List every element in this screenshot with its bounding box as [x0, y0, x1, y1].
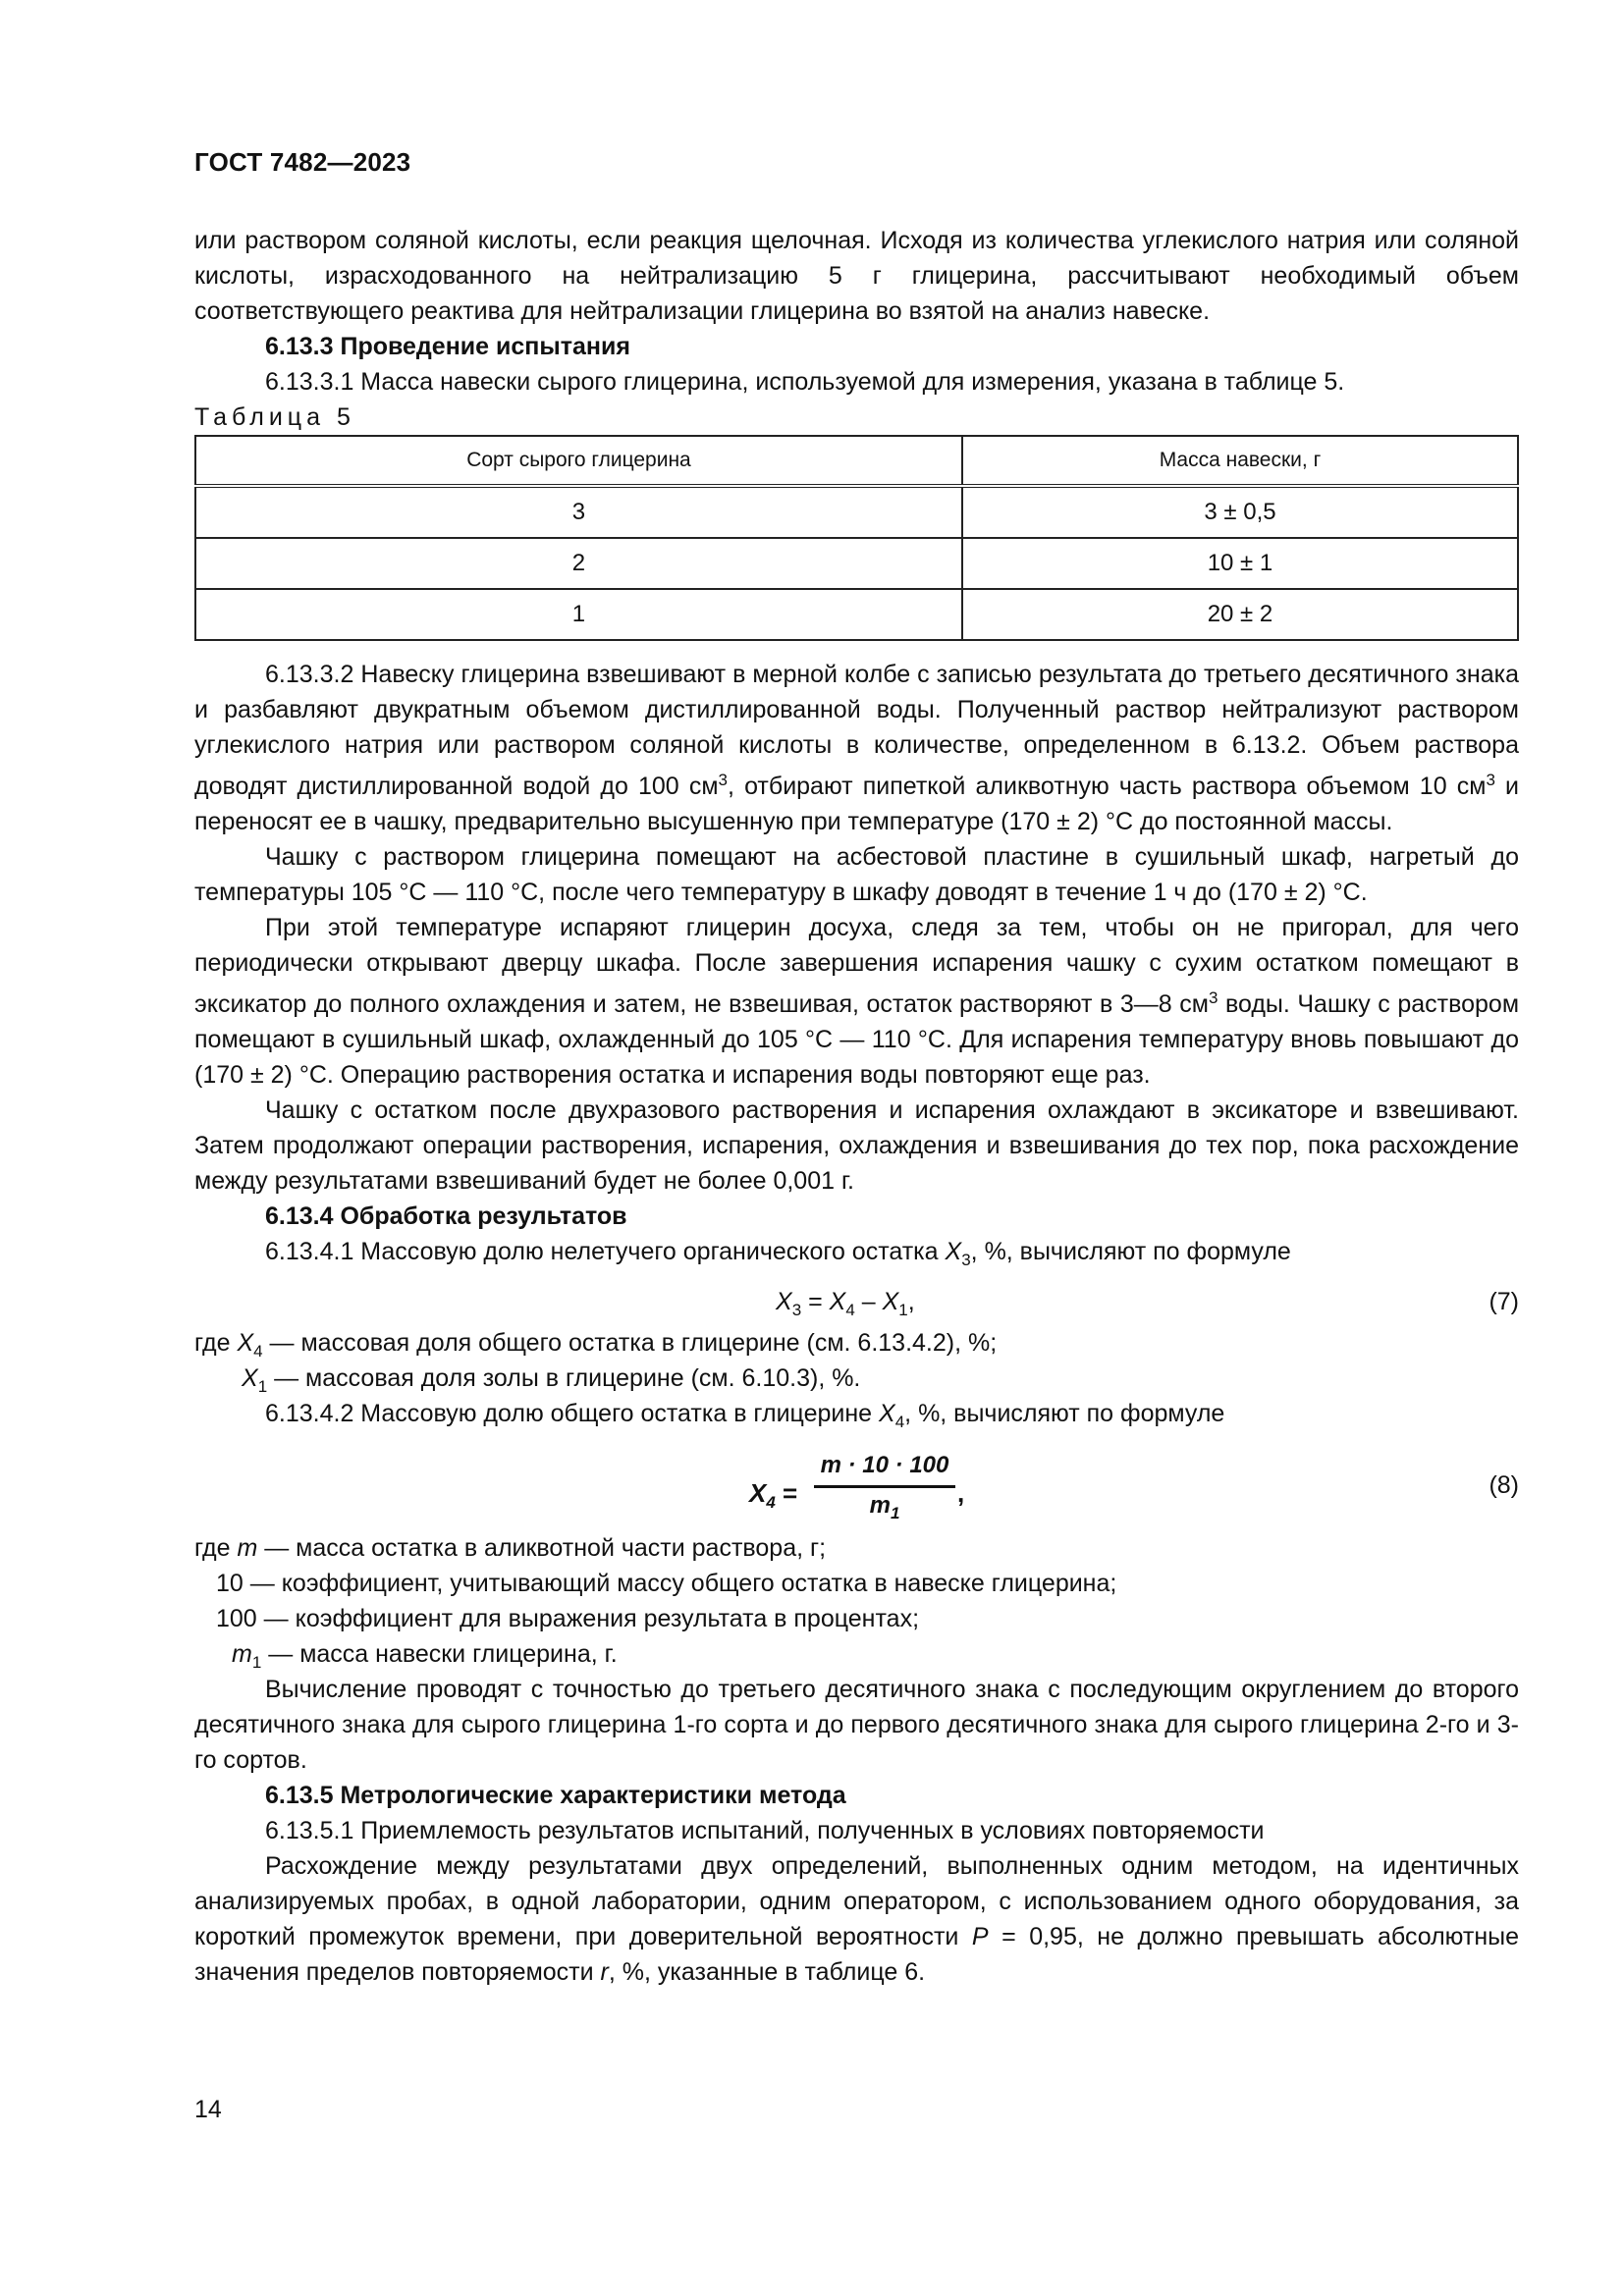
- legend-text: — массовая доля общего остатка в глицерине (см. 6.13.4.2), %;: [262, 1329, 998, 1357]
- table-5: [194, 435, 1519, 641]
- text-run: и переносят ее в чашку, предварительно высушенную при температуре (170 ± 2) °С до постоянной массы.: [194, 773, 1519, 835]
- legend-item: [194, 1636, 1519, 1672]
- subscript: 1: [257, 1377, 268, 1396]
- section-number: 6.13.4: [265, 1202, 334, 1230]
- legend-text: — коэффициент, учитывающий массу общего остатка в навеске глицерина;: [243, 1570, 1117, 1597]
- section-title: Проведение испытания: [340, 333, 630, 360]
- section-title: Обработка результатов: [340, 1202, 627, 1230]
- page-number: 14: [194, 2096, 222, 2123]
- superscript: 3: [1208, 988, 1218, 1007]
- text-run: Расхождение между результатами двух определений, выполненных одним методом, на идентичных анализируемых пробах, в одной лаборатории, одним оператором, с использованием одного оборудования, за короткий промежуток времени, при доверительной вероятности: [194, 1852, 1519, 1950]
- legend-item: [194, 1325, 1519, 1361]
- subscript: 3: [961, 1251, 971, 1269]
- legend-item: [194, 1601, 1519, 1636]
- legend-symbol: 100: [216, 1605, 257, 1632]
- table-header-cell: Сорт сырого глицерина: [195, 436, 962, 486]
- subscript: 1: [898, 1301, 908, 1319]
- table-row: [195, 486, 1518, 538]
- text-run: = 0,95, не должно превышать абсолютные значения пределов повторяемости: [194, 1923, 1519, 1986]
- text-run: , %, вычисляют по формуле: [904, 1400, 1225, 1427]
- subscript: 4: [766, 1493, 776, 1512]
- subscript: 4: [894, 1413, 905, 1431]
- variable: X: [882, 1288, 899, 1315]
- paragraph-6-13-4-1: [194, 1234, 1519, 1278]
- paragraph-cooling-weighing: Чашку с остатком после двухразового растворения и испарения охлаждают в эксикаторе и взвешивают. Затем продолжают операции растворения, испарения, охлаждения и взвешивания до тех пор, пока расхождение между результатами взвешиваний будет не более 0,001 г.: [194, 1096, 1519, 1195]
- subscript: 4: [845, 1301, 855, 1319]
- variable: P: [971, 1923, 989, 1950]
- document-body: [194, 223, 1519, 1990]
- text-run: 6.13.3.2 Навеску глицерина взвешивают в мерной колбе с записью результата до третьего десятичного знака и разбавляют двукратным объемом дистиллированной воды. Полученный раствор нейтрализуют раствором углекислого натрия или раствором соляной кислоты в количестве, определенном в 6.13.2. Объем раствора доводят дистиллированной водой до 100 см: [194, 661, 1519, 800]
- legend-symbol: m: [232, 1640, 252, 1668]
- paragraph-6-13-3-2: [194, 657, 1519, 839]
- table-header-row: [195, 436, 1518, 486]
- subscript: 4: [253, 1342, 263, 1361]
- section-title: Метрологические характеристики метода: [340, 1782, 846, 1809]
- legend-item: [194, 1566, 1519, 1601]
- legend-line: [216, 1601, 919, 1636]
- formula-number: (8): [1489, 1471, 1519, 1499]
- formula-8: [194, 1440, 1519, 1530]
- text-run: 6.13.4.2 Массовую долю общего остатка в глицерине: [265, 1400, 880, 1427]
- legend-line: [216, 1566, 1116, 1601]
- formula-expression: [776, 1284, 915, 1328]
- fraction-denominator: [814, 1488, 955, 1531]
- legend-symbol: X: [242, 1364, 258, 1392]
- paragraph-cup-heating: Чашку с раствором глицерина помещают на асбестовой пластине в сушильный шкаф, нагретый до температуры 105 °С — 110 °С, после чего температуру в шкафу доводят в течение 1 ч до (170 ± 2) °С.: [194, 843, 1519, 906]
- variable: X: [776, 1288, 792, 1315]
- document-header: ГОСТ 7482—2023: [194, 147, 411, 177]
- text-run: , отбирают пипеткой аликвотную часть раствора объемом 10 см: [728, 773, 1487, 800]
- variable: X: [945, 1238, 962, 1265]
- table-label: Таблица 5: [194, 403, 355, 431]
- variable: X: [749, 1478, 767, 1508]
- section-heading-6-13-5: [194, 1778, 1519, 1813]
- variable: r: [600, 1958, 609, 1986]
- operator: –: [854, 1288, 883, 1315]
- numerator-text: m · 10 · 100: [820, 1452, 949, 1478]
- table-row: [195, 538, 1518, 589]
- text-run: 6.13.4.1 Массовую долю нелетучего органического остатка: [265, 1238, 946, 1265]
- text-run: При этой температуре испаряют глицерин досуха, следя за тем, чтобы он не пригорал, для чего периодически открывают дверцу шкафа. После завершения испарения чашку с сухим остатком помещают в эксикатор до полного охлаждения и затем, не взвешивая, остаток растворяют в 3—8 см: [194, 914, 1519, 1018]
- legend-symbol: X: [237, 1329, 254, 1357]
- text-run: воды. Чашку с раствором помещают в сушильный шкаф, охлажденный до 105 °С — 110 °С. Для испарения температуру вновь повышают до (170 ± 2) °С. Операцию растворения остатка и испарения воды повторяют еще раз.: [194, 990, 1520, 1089]
- text-run: , %, вычисляют по формуле: [970, 1238, 1291, 1265]
- paragraph-6-13-5-1: 6.13.5.1 Приемлемость результатов испытаний, полученных в условиях повторяемости: [265, 1817, 1265, 1844]
- legend-line: [242, 1361, 860, 1405]
- paragraph-calculation-precision: Вычисление проводят с точностью до третьего десятичного знака с последующим округлением до второго десятичного знака для сырого глицерина 1-го сорта и до первого десятичного знака для сырого глицерина 2-го и 3-го сортов.: [194, 1676, 1519, 1774]
- variable: m: [869, 1492, 891, 1519]
- subscript: 3: [791, 1301, 802, 1319]
- subscript: 1: [890, 1504, 900, 1522]
- fraction: [814, 1448, 955, 1531]
- legend-text: — масса остатка в аликвотной части раствора, г;: [257, 1534, 827, 1562]
- operator: =: [801, 1288, 830, 1315]
- table-cell: 3: [195, 486, 962, 538]
- paragraph-6-13-3-1: 6.13.3.1 Масса навески сырого глицерина, используемой для измерения, указана в таблице 5.: [265, 368, 1345, 396]
- punctuation: ,: [957, 1478, 965, 1508]
- paragraph-evaporation: [194, 910, 1519, 1093]
- legend-prefix: где: [194, 1329, 238, 1357]
- section-number: 6.13.3: [265, 333, 334, 360]
- table-row: [195, 589, 1518, 640]
- legend-symbol: m: [237, 1534, 258, 1562]
- legend-text: — масса навески глицерина, г.: [261, 1640, 618, 1668]
- legend-text: — массовая доля золы в глицерине (см. 6.10.3), %.: [267, 1364, 861, 1392]
- subscript: 1: [251, 1653, 262, 1672]
- fraction-numerator: [814, 1448, 955, 1488]
- superscript: 3: [1486, 771, 1495, 789]
- legend-prefix: где: [194, 1534, 238, 1562]
- legend-item: [194, 1530, 1519, 1566]
- legend-line: [194, 1530, 826, 1566]
- legend-line: [232, 1636, 618, 1681]
- legend-symbol: 10: [216, 1570, 244, 1597]
- intro-paragraph: или раствором соляной кислоты, если реакция щелочная. Исходя из количества углекислого натрия или соляной кислоты, израсходованного на нейтрализацию 5 г глицерина, рассчитывают необходимый объем соответствующего реактива для нейтрализации глицерина во взятой на анализ навеске.: [194, 227, 1519, 325]
- formula-7-legend: [194, 1325, 1519, 1396]
- punctuation: ,: [907, 1288, 915, 1315]
- text-run: , %, указанные в таблице 6.: [608, 1958, 926, 1986]
- section-heading-6-13-3: [194, 329, 1519, 364]
- formula-8-legend: [194, 1530, 1519, 1672]
- formula-number: (7): [1489, 1288, 1519, 1315]
- paragraph-repeatability: [194, 1848, 1519, 1990]
- table-cell: 20 ± 2: [962, 589, 1518, 640]
- section-heading-6-13-4: [194, 1199, 1519, 1234]
- superscript: 3: [718, 771, 728, 789]
- operator: =: [775, 1478, 798, 1508]
- table-header-cell: Масса навески, г: [962, 436, 1518, 486]
- formula-lhs: [749, 1475, 797, 1521]
- table-cell: 2: [195, 538, 962, 589]
- section-number: 6.13.5: [265, 1782, 334, 1809]
- table-cell: 1: [195, 589, 962, 640]
- table-cell: 3 ± 0,5: [962, 486, 1518, 538]
- variable: X: [879, 1400, 895, 1427]
- formula-7: [194, 1278, 1519, 1325]
- legend-item: [194, 1361, 1519, 1396]
- variable: X: [829, 1288, 846, 1315]
- legend-text: — коэффициент для выражения результата в процентах;: [256, 1605, 920, 1632]
- table-cell: 10 ± 1: [962, 538, 1518, 589]
